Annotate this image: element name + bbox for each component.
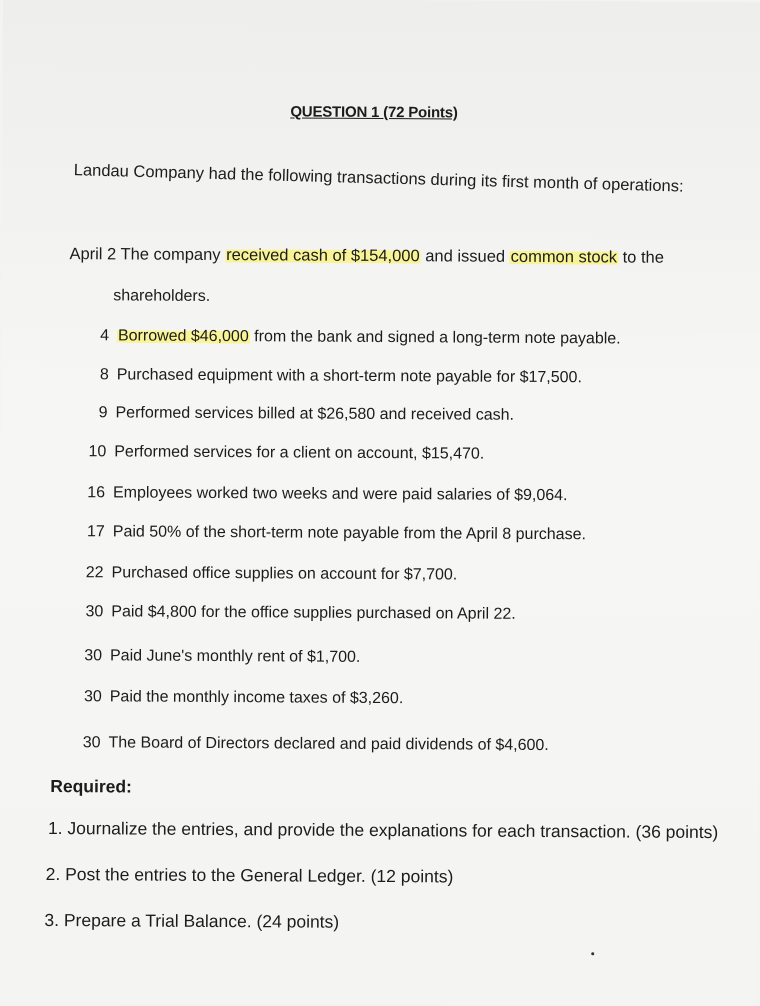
transaction-text: Performed services billed at $26,580 and received cash. (115, 404, 515, 424)
required-item: 2. Post the entries to the General Ledger. (12 points) (45, 863, 454, 887)
transaction-text: and issued (420, 247, 510, 266)
transaction-text: The Board of Directors declared and paid dividends of $4,600. (108, 734, 549, 755)
transaction-row (85, 404, 514, 425)
transaction-day: 9 (98, 404, 108, 422)
required-item: 3. Prepare a Trial Balance. (24 points) (44, 909, 340, 932)
transaction-row (80, 688, 404, 708)
transaction-day: 22 (85, 564, 104, 582)
transaction-april-2 (69, 245, 664, 268)
transaction-text: Performed services for a client on account, $15,470. (114, 443, 485, 463)
transaction-day: 10 (88, 443, 107, 461)
transaction-day: 16 (87, 484, 106, 502)
transaction-text: Employees worked two weeks and were paid salaries of $9,064. (112, 484, 568, 505)
date-prefix: April 2 (69, 245, 117, 264)
stray-mark (591, 952, 594, 955)
transaction-day: 30 (85, 603, 104, 621)
required-heading: Required: (50, 775, 132, 797)
transaction-day: 4 (100, 327, 110, 345)
transaction-day: 30 (83, 688, 102, 706)
transaction-day: 17 (86, 523, 105, 541)
transaction-day: 30 (84, 647, 103, 665)
transaction-row (83, 523, 586, 544)
transaction-text: Paid 50% of the short-term note payable from the April 8 purchase. (112, 523, 586, 544)
transaction-row (87, 327, 621, 348)
transaction-text: Purchased office supplies on account for $7,700. (111, 564, 458, 584)
transaction-day: 8 (99, 366, 109, 384)
transaction-day: 30 (82, 734, 101, 752)
transaction-text: to the (617, 248, 664, 267)
highlighted-text: Borrowed $46,000 (117, 327, 249, 346)
transaction-text: Paid $4,800 for the office supplies purchased on April 22. (111, 603, 516, 623)
intro-text: Landau Company had the following transactions during its first month of operations: (73, 161, 684, 196)
transaction-april-2-continuation (113, 287, 210, 306)
transaction-row (81, 564, 457, 584)
transaction-row (81, 603, 516, 624)
question-title: QUESTION 1 (72 Points) (290, 103, 458, 122)
transaction-text: The company (120, 245, 226, 265)
transaction-row (83, 484, 568, 505)
transaction-text: Purchased equipment with a short-term note payable for $17,500. (116, 366, 582, 387)
transaction-text: Paid the monthly income taxes of $3,260. (109, 688, 404, 708)
highlighted-text: common stock (510, 247, 618, 267)
transaction-row (87, 366, 582, 387)
transaction-text: from the bank and signed a long-term note payable. (249, 328, 621, 348)
continuation-text: shareholders. (113, 287, 211, 305)
transaction-row (84, 443, 484, 463)
transaction-text: Paid June's monthly rent of $1,700. (109, 647, 361, 666)
highlighted-text: received cash of $154,000 (226, 246, 420, 266)
transaction-row (78, 734, 548, 755)
transaction-row (80, 647, 360, 667)
required-item: 1. Journalize the entries, and provide the explanations for each transaction. (36 points) (47, 817, 719, 843)
